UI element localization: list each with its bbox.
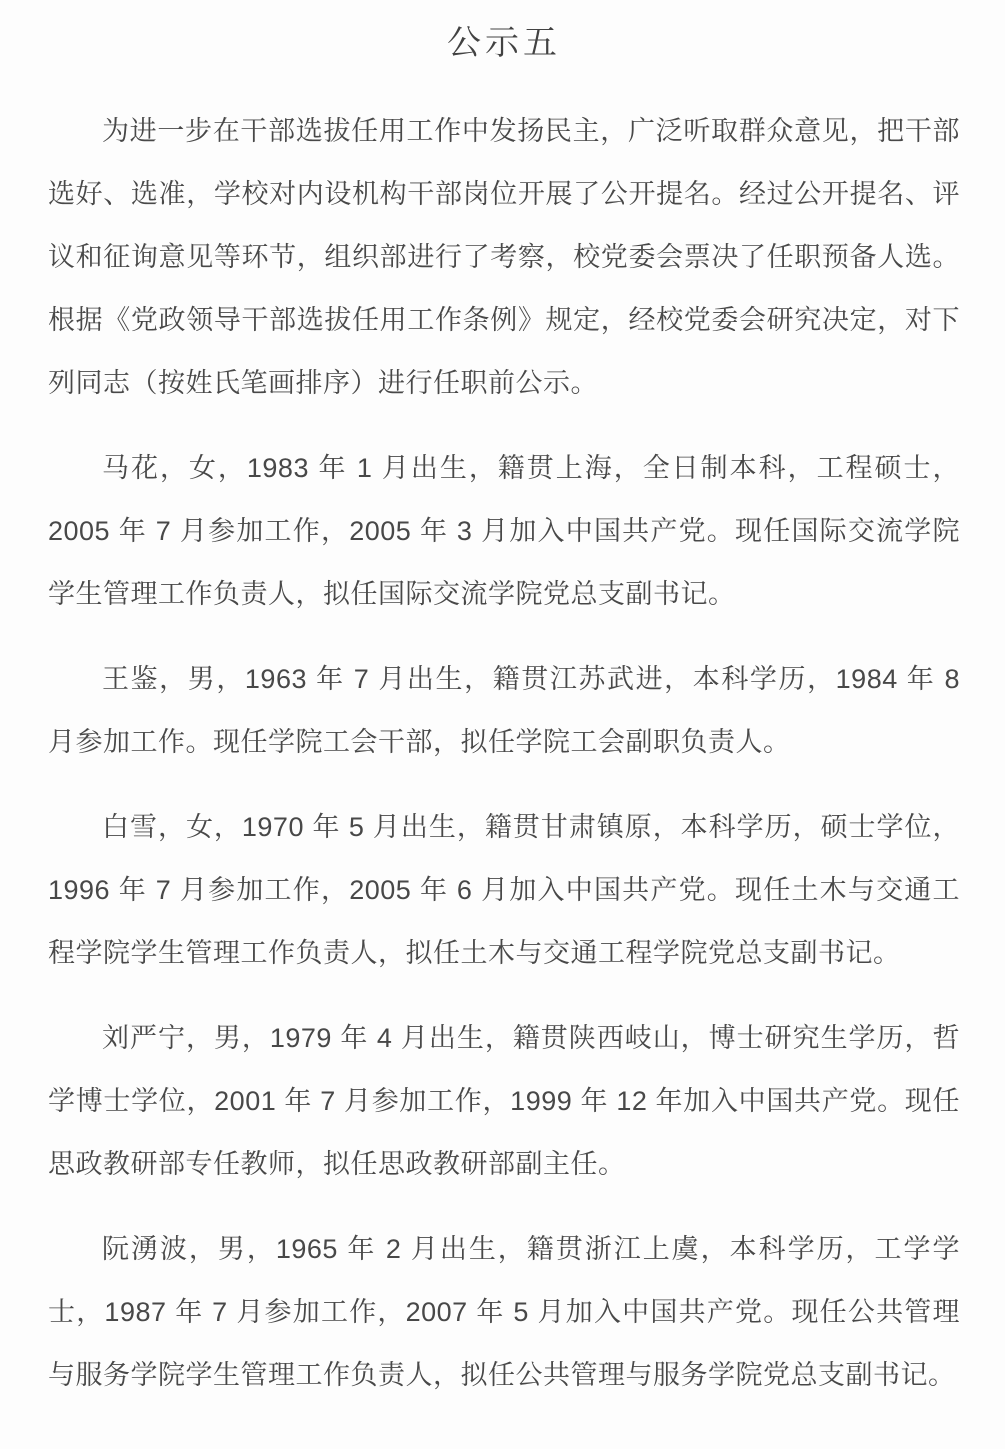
paragraph-person-ma-hua: 马花，女，1983 年 1 月出生，籍贯上海，全日制本科，工程硕士，2005 年 7 月参加工作，2005 年 3 月加入中国共产党。现任国际交流学院学生管理工作负责人，拟任国际交流学院党总支副书记。 <box>48 453 960 609</box>
paragraph-person-bai-xue: 白雪，女，1970 年 5 月出生，籍贯甘肃镇原，本科学历，硕士学位，1996 年 7 月参加工作，2005 年 6 月加入中国共产党。现任土木与交通工程学院学生管理工作负责人，拟任土木与交通工程学院党总支副书记。 <box>48 812 960 968</box>
paragraph-person-ruan-yongbo: 阮湧波，男，1965 年 2 月出生，籍贯浙江上虞，本科学历，工学学士，1987 年 7 月参加工作，2007 年 5 月加入中国共产党。现任公共管理与服务学院学生管理工作负责人，拟任公共管理与服务学院党总支副书记。 <box>48 1234 960 1390</box>
paragraph-person-wang-jian: 王鉴，男，1963 年 7 月出生，籍贯江苏武进，本科学历，1984 年 8 月参加工作。现任学院工会干部，拟任学院工会副职负责人。 <box>48 664 960 757</box>
paragraph-intro: 为进一步在干部选拔任用工作中发扬民主，广泛听取群众意见，把干部选好、选准，学校对内设机构干部岗位开展了公开提名。经过公开提名、评议和征询意见等环节，组织部进行了考察，校党委会票决了任职预备人选。根据《党政领导干部选拔任用工作条例》规定，经校党委会研究决定，对下列同志（按姓氏笔画排序）进行任职前公示。 <box>48 116 960 398</box>
document-title: 公示五 <box>447 24 561 62</box>
document-body <box>48 100 960 1407</box>
paragraph-person-liu-yanning: 刘严宁，男，1979 年 4 月出生，籍贯陕西岐山，博士研究生学历，哲学博士学位，2001 年 7 月参加工作，1999 年 12 年加入中国共产党。现任思政教研部专任教师，拟任思政教研部副主任。 <box>48 1023 960 1179</box>
